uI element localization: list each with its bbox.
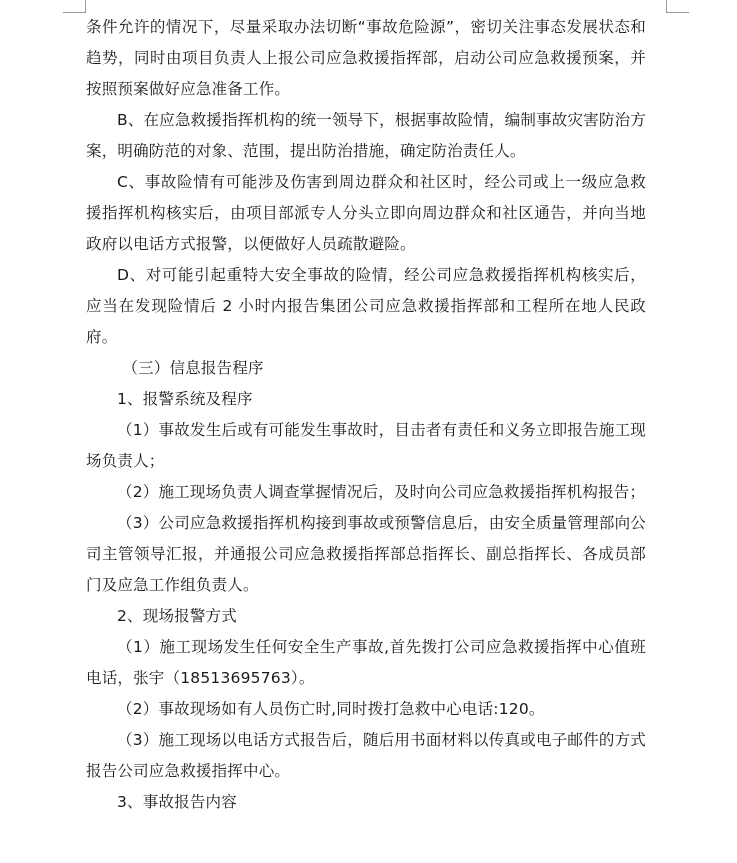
paragraph-alarm-step-2: （2）施工现场负责人调查掌握情况后，及时向公司应急救援指挥机构报告； bbox=[117, 483, 646, 501]
paragraph-continuation: 条件允许的情况下，尽量采取办法切断“事故危险源”，密切关注事态发展状态和趋势，同时由项目负责人上报公司应急救援指挥部，启动公司应急救援预案，并按照预案做好应急准备工作。 bbox=[86, 18, 646, 98]
page-corner-mark-right bbox=[666, 0, 689, 13]
paragraph-site-alarm-1: （1）施工现场发生任何安全生产事故,首先拨打公司应急救援指挥中心值班电话，张宇（18513695763）。 bbox=[86, 638, 646, 687]
section-heading-info-report: （三）信息报告程序 bbox=[122, 359, 264, 377]
paragraph-alarm-step-1: （1）事故发生后或有可能发生事故时，目击者有责任和义务立即报告施工现场负责人； bbox=[86, 421, 646, 470]
paragraph-site-alarm-2: （2）事故现场如有人员伤亡时,同时拨打急救中心电话:120。 bbox=[117, 700, 545, 718]
paragraph-site-alarm-3: （3）施工现场以电话方式报告后，随后用书面材料以传真或电子邮件的方式报告公司应急救援指挥中心。 bbox=[86, 731, 646, 780]
document-body bbox=[86, 12, 646, 818]
paragraph-item-b: B、在应急救援指挥机构的统一领导下，根据事故险情，编制事故灾害防治方案，明确防范的对象、范围，提出防治措施，确定防治责任人。 bbox=[86, 111, 646, 160]
subheading-report-content: 3、事故报告内容 bbox=[117, 793, 237, 811]
paragraph-alarm-step-3: （3）公司应急救援指挥机构接到事故或预警信息后，由安全质量管理部向公司主管领导汇报，并通报公司应急救援指挥部总指挥长、副总指挥长、各成员部门及应急工作组负责人。 bbox=[86, 514, 646, 594]
subheading-alarm-system: 1、报警系统及程序 bbox=[117, 390, 253, 408]
paragraph-item-d: D、对可能引起重特大安全事故的险情，经公司应急救援指挥机构核实后，应当在发现险情后 2 小时内报告集团公司应急救援指挥部和工程所在地人民政府。 bbox=[86, 266, 646, 346]
page-corner-mark-left bbox=[63, 0, 86, 13]
subheading-site-alarm: 2、现场报警方式 bbox=[117, 607, 237, 625]
paragraph-item-c: C、事故险情有可能涉及伤害到周边群众和社区时，经公司或上一级应急救援指挥机构核实后，由项目部派专人分头立即向周边群众和社区通告，并向当地政府以电话方式报警，以便做好人员疏散避险。 bbox=[86, 173, 646, 253]
